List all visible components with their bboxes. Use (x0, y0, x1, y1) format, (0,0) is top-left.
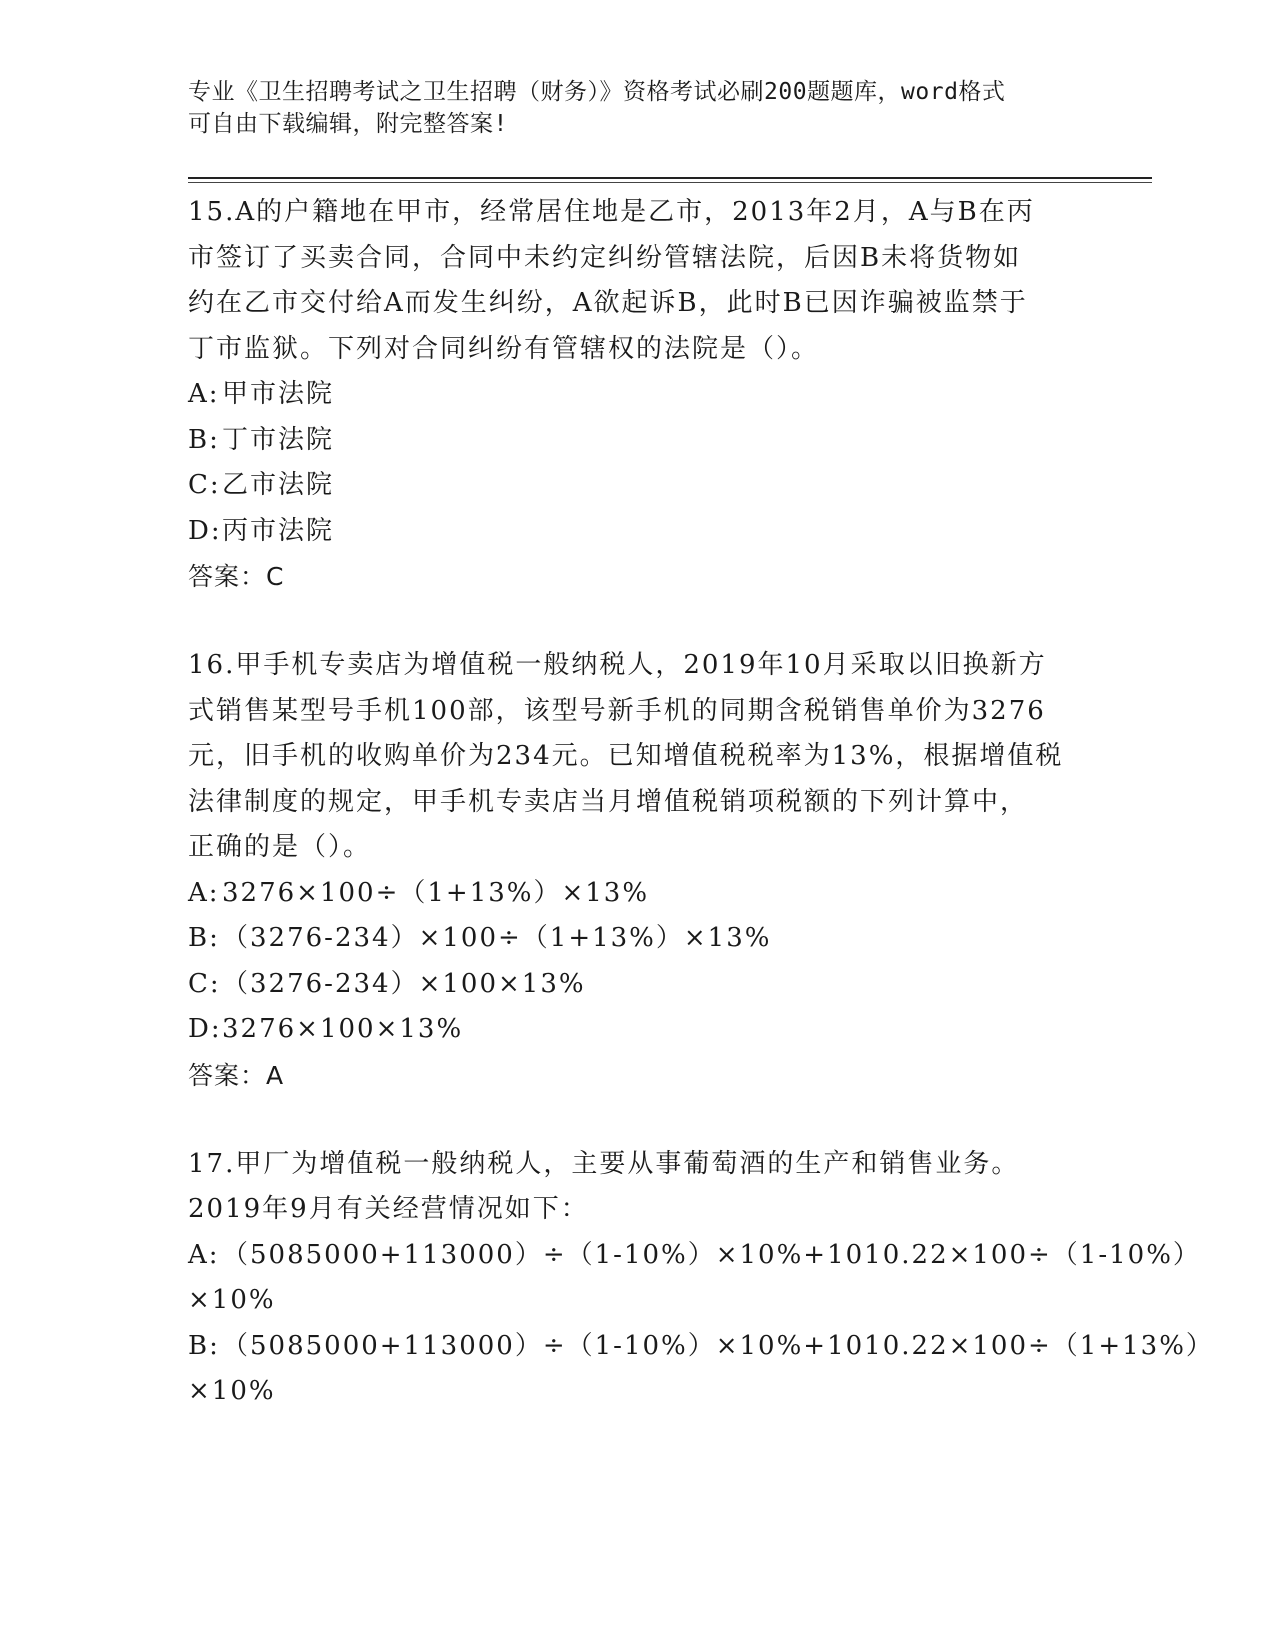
question-list (188, 190, 1214, 1458)
header-divider-thin (188, 182, 1152, 183)
header-title-line: 专业《卫生招聘考试之卫生招聘（财务）》资格考试必刷200题题库，word格式 (188, 79, 1006, 105)
option-text: 乙市法院 (222, 470, 335, 500)
option-letter: A: (188, 379, 220, 409)
option-text: （5085000+113000）÷（1-10%）×10%+1010.22×100÷（1-10%） (222, 1239, 1201, 1270)
option-text: 3276×100÷（1+13%）×13% (222, 877, 650, 908)
question-stem-line: 式销售某型号手机100部，该型号新手机的同期含税销售单价为3276 (188, 695, 1046, 726)
option-a (188, 1233, 1201, 1279)
option-b-continued: ×10% (188, 1376, 276, 1406)
question-15 (188, 190, 1088, 600)
header-divider (188, 177, 1152, 179)
option-letter: B: (188, 424, 220, 455)
option-letter: D: (188, 515, 222, 546)
option-b (188, 1324, 1214, 1370)
option-letter: A: (188, 877, 220, 908)
option-letter: B: (188, 1330, 220, 1361)
option-a (188, 871, 1088, 917)
option-letter: A: (188, 1239, 220, 1270)
option-letter: B: (188, 923, 220, 953)
option-b (188, 418, 1088, 464)
option-b (188, 916, 1088, 962)
option-text: 丁市法院 (222, 424, 335, 455)
question-16 (188, 643, 1088, 1099)
option-a-continued: ×10% (188, 1285, 276, 1315)
question-stem-line: 元，旧手机的收购单价为234元。已知增值税税率为13%，根据增值税 (188, 741, 1064, 771)
question-stem-line: 约在乙市交付给A而发生纠纷，A欲起诉B，此时B已因诈骗被监禁于 (188, 288, 1028, 318)
option-letter: D: (188, 1014, 222, 1044)
document-header (188, 76, 1088, 140)
question-stem-line: 法律制度的规定，甲手机专卖店当月增值税销项税额的下列计算中， (188, 786, 1029, 817)
answer-line: 答案：C (188, 562, 285, 591)
option-a (188, 372, 1088, 418)
option-text: 3276×100×13% (222, 1014, 464, 1044)
option-letter: C: (188, 470, 221, 500)
option-letter: C: (188, 968, 221, 999)
option-d (188, 1007, 1088, 1053)
question-stem-line: 16.甲手机专卖店为增值税一般纳税人，2019年10月采取以旧换新方 (188, 650, 1047, 680)
question-stem-line: 正确的是（）。 (188, 832, 372, 862)
header-subtitle-line: 可自由下载编辑，附完整答案! (188, 111, 508, 137)
option-text: （3276-234）×100×13% (222, 968, 586, 999)
option-c (188, 463, 1088, 509)
option-text: 丙市法院 (222, 515, 335, 546)
option-d (188, 509, 1088, 555)
question-stem-line: 丁市监狱。下列对合同纠纷有管辖权的法院是（）。 (188, 333, 820, 364)
question-stem-line: 2019年9月有关经营情况如下： (188, 1194, 589, 1224)
answer-line: 答案：A (188, 1060, 285, 1090)
option-text: （5085000+113000）÷（1-10%）×10%+1010.22×100÷（1+13%） (222, 1330, 1214, 1361)
option-c (188, 962, 1088, 1008)
question-stem-line: 15.A的户籍地在甲市，经常居住地是乙市，2013年2月，A与B在丙 (188, 197, 1035, 227)
option-text: （3276-234）×100÷（1+13%）×13% (222, 923, 772, 953)
question-stem-line: 17.甲厂为增值税一般纳税人，主要从事葡萄酒的生产和销售业务。 (188, 1148, 1020, 1179)
question-17 (188, 1142, 1214, 1415)
option-text: 甲市法院 (222, 379, 335, 409)
question-stem-line: 市签订了买卖合同，合同中未约定纠纷管辖法院，后因B未将货物如 (188, 242, 1022, 273)
